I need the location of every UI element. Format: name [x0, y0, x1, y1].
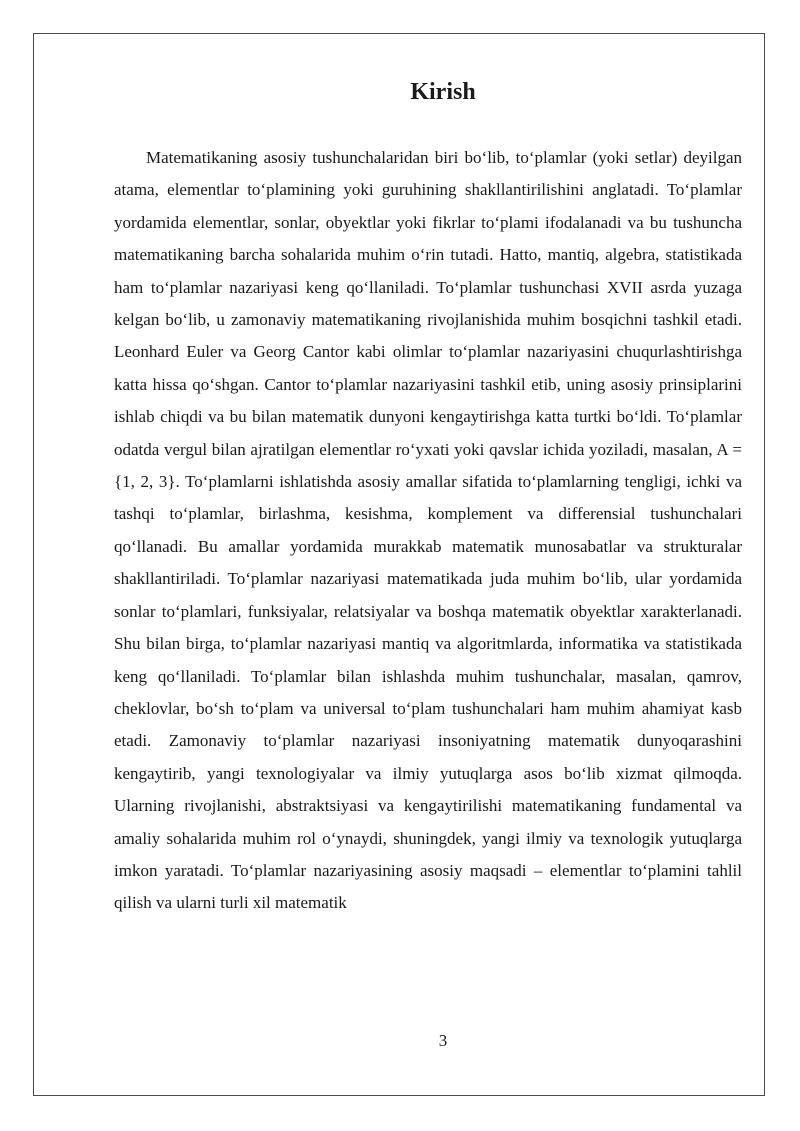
body-paragraph: Matematikaning asosiy tushunchalaridan biri bo‘lib, to‘plamlar (yoki setlar) deyilgan atama, elementlar to‘plamining yoki guruhining shakllantirilishini anglatadi. To‘plamlar yordamida elementlar, sonlar, obyektlar yoki fikrlar to‘plami ifodalanadi va bu tushuncha matematikaning barcha sohalarida muhim o‘rin tutadi. Hatto, mantiq, algebra, statistikada ham to‘plamlar nazariyasi keng qo‘llaniladi. To‘plamlar tushunchasi XVII asrda yuzaga kelgan bo‘lib, u zamonaviy matematikaning rivojlanishida muhim bosqichni tashkil etadi. Leonhard Euler va Georg Cantor kabi olimlar to‘plamlar nazariyasini chuqurlashtirishga katta hissa qo‘shgan. Cantor to‘plamlar nazariyasini tashkil etib, uning asosiy prinsiplarini ishlab chiqdi va bu bilan matematik dunyoni kengaytirishga katta turtki bo‘ldi. To‘plamlar odatda vergul bilan ajratilgan elementlar ro‘yxati yoki qavslar ichida yoziladi, masalan, A = {1, 2, 3}. To‘plamlarni ishlatishda asosiy amallar sifatida to‘plamlarning tengligi, ichki va tashqi to‘plamlar, birlashma, kesishma, komplement va differensial tushunchalari qo‘llanadi. Bu amallar yordamida murakkab matematik munosabatlar va strukturalar shakllantiriladi. To‘plamlar nazariyasi matematikada juda muhim bo‘lib, ular yordamida sonlar to‘plamlari, funksiyalar, relatsiyalar va boshqa matematik obyektlar xarakterlanadi. Shu bilan birga, to‘plamlar nazariyasi mantiq va algoritmlarda, informatika va statistikada keng qo‘llaniladi. To‘plamlar bilan ishlashda muhim tushunchalar, masalan, qamrov, cheklovlar, bo‘sh to‘plam va universal to‘plam tushunchalari ham muhim ahamiyat kasb etadi. Zamonaviy to‘plamlar nazariyasi insoniyatning matematik dunyoqarashini kengaytirib, yangi texnologiyalar va ilmiy yutuqlarga asos bo‘lib xizmat qilmoqda. Ularning rivojlanishi, abstraktsiyasi va kengaytirilishi matematikaning fundamental va amaliy sohalarida muhim rol o‘ynaydi, shuningdek, yangi ilmiy va texnologik yutuqlarga imkon yaratadi. To‘plamlar nazariyasining asosiy maqsadi – elementlar to‘plamini tahlil qilish va ularni turli xil matematik [114, 148, 742, 913]
page-title: Kirish [410, 79, 476, 105]
page-number: 3 [438, 1031, 448, 1050]
